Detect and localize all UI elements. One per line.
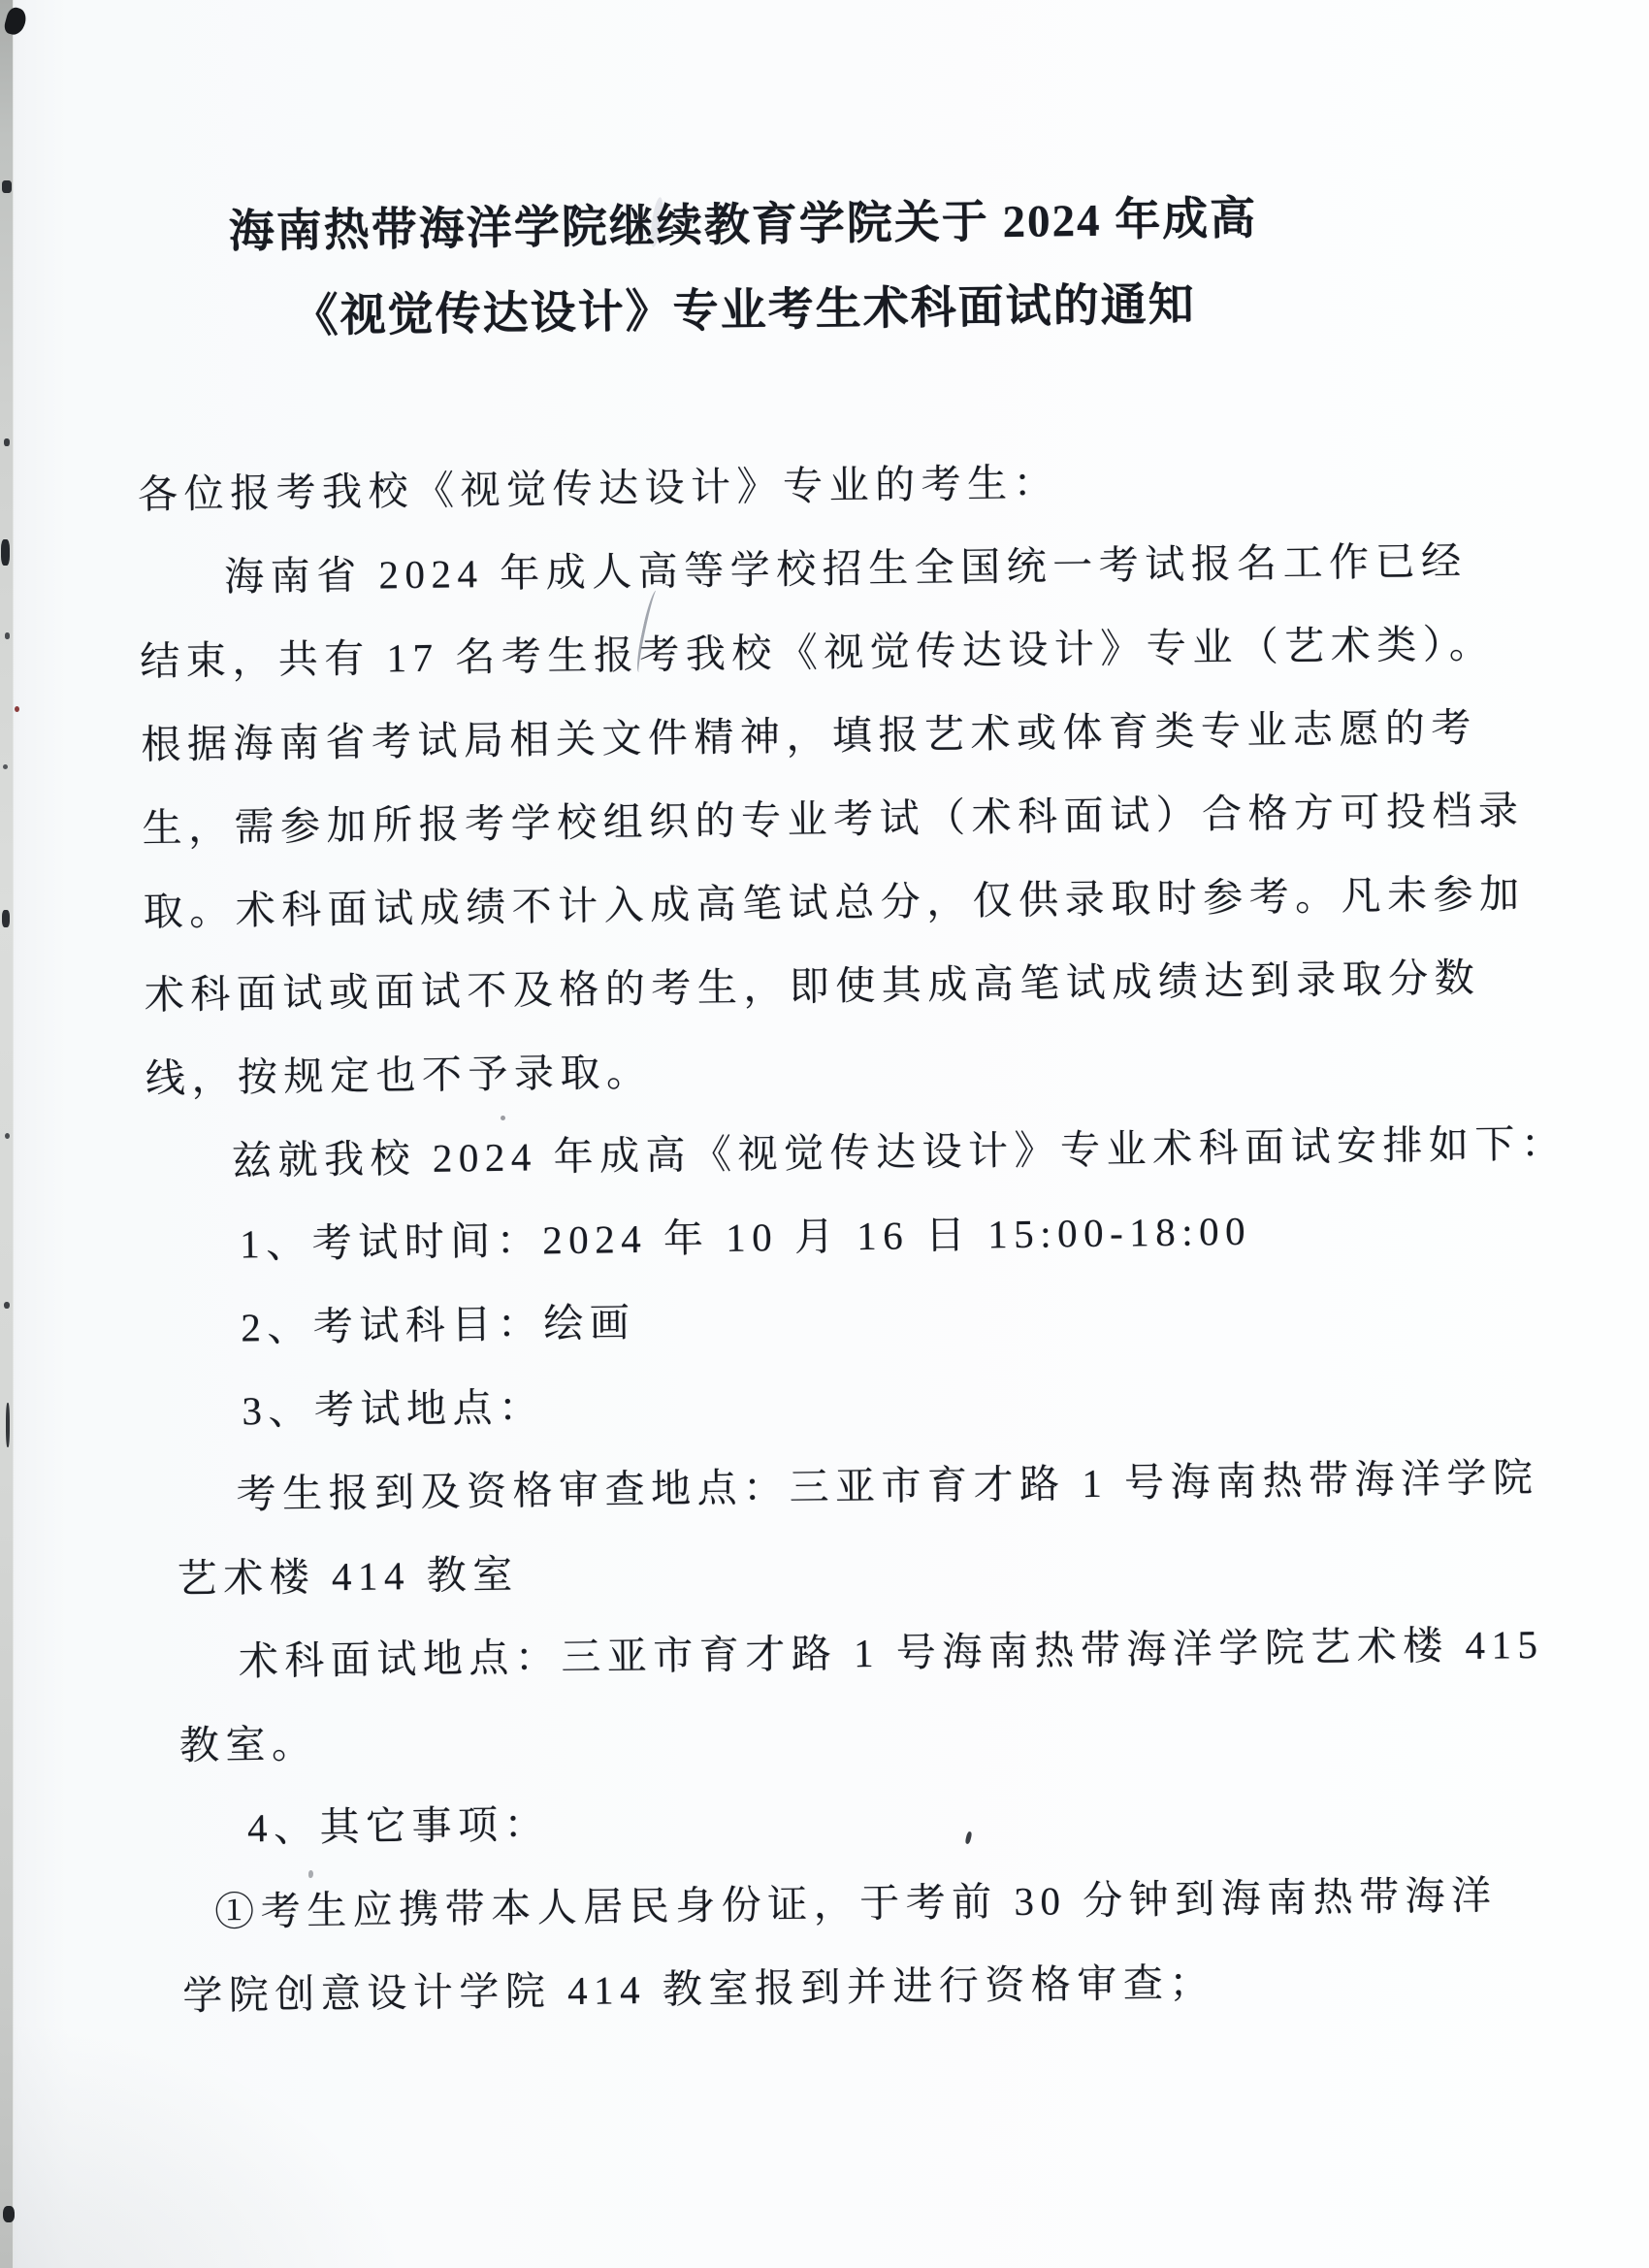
title-line-1: 海南热带海洋学院继续教育学院关于 2024 年成高 (228, 193, 1258, 258)
scan-artifact (3, 2206, 15, 2222)
item-exam-time: 1、考试时间：2024 年 10 月 16 日 15:00-18:00 (239, 1208, 1252, 1267)
title-line-2: 《视觉传达设计》专业考生术科面试的通知 (292, 279, 1196, 342)
scan-artifact (2, 910, 10, 927)
scan-artifact (6, 1403, 10, 1447)
interview-location-line-1: 术科面试地点：三亚市育才路 1 号海南热带海洋学院艺术楼 415 (238, 1621, 1544, 1684)
item-exam-location: 3、考试地点： (242, 1384, 545, 1434)
scan-artifact (4, 1302, 10, 1309)
para-arrangement-intro: 兹就我校 2024 年成高《视觉传达设计》专业术科面试安排如下： (231, 1120, 1568, 1183)
notice-content (134, 173, 1568, 2038)
item-exam-subject: 2、考试科目：绘画 (241, 1300, 636, 1350)
para-policy-line-1: 根据海南省考试局相关文件精神，填报艺术或体育类专业志愿的考 (141, 704, 1478, 767)
checkin-location-line-2: 艺术楼 414 教室 (177, 1551, 520, 1602)
para-policy-line-2: 生，需参加所报考学校组织的专业考试（术科面试）合格方可投档录 (142, 788, 1525, 851)
scan-artifact (5, 632, 10, 639)
other-matters-note-line-2: 学院创意设计学院 414 教室报到并进行资格审查； (182, 1960, 1216, 2019)
checkin-location-line-1: 考生报到及资格审查地点：三亚市育才路 1 号海南热带海洋学院 (236, 1454, 1539, 1517)
scan-artifact (2, 180, 12, 193)
para-policy-line-3: 取。术科面试成绩不计入成高笔试总分，仅供录取时参考。凡未参加 (143, 871, 1526, 934)
notice-body (137, 435, 1568, 2038)
other-matters-note-line-1: ①考生应携带本人居民身份证，于考前 30 分钟到海南热带海洋 (213, 1872, 1498, 1934)
para-registration-line-1: 海南省 2024 年成人高等学校招生全国统一考试报名工作已经 (223, 537, 1468, 599)
salutation-line: 各位报考我校《视觉传达设计》专业的考生： (137, 460, 1060, 517)
scan-artifact (3, 764, 8, 769)
scan-artifact (4, 438, 10, 446)
scan-artifact (1, 539, 10, 566)
interview-location-line-2: 教室。 (178, 1721, 318, 1768)
para-registration-line-2: 结束，共有 17 名考生报考我校《视觉传达设计》专业（艺术类）。 (140, 621, 1496, 684)
para-policy-line-5: 线，按规定也不予录取。 (145, 1049, 653, 1101)
para-policy-line-4: 术科面试或面试不及格的考生，即使其成高笔试成绩达到录取分数 (144, 955, 1481, 1018)
scan-artifact (15, 706, 19, 712)
item-other-matters: 4、其它事项： (246, 1801, 551, 1851)
notice-title (134, 175, 1353, 361)
scan-artifact (5, 1133, 10, 1139)
